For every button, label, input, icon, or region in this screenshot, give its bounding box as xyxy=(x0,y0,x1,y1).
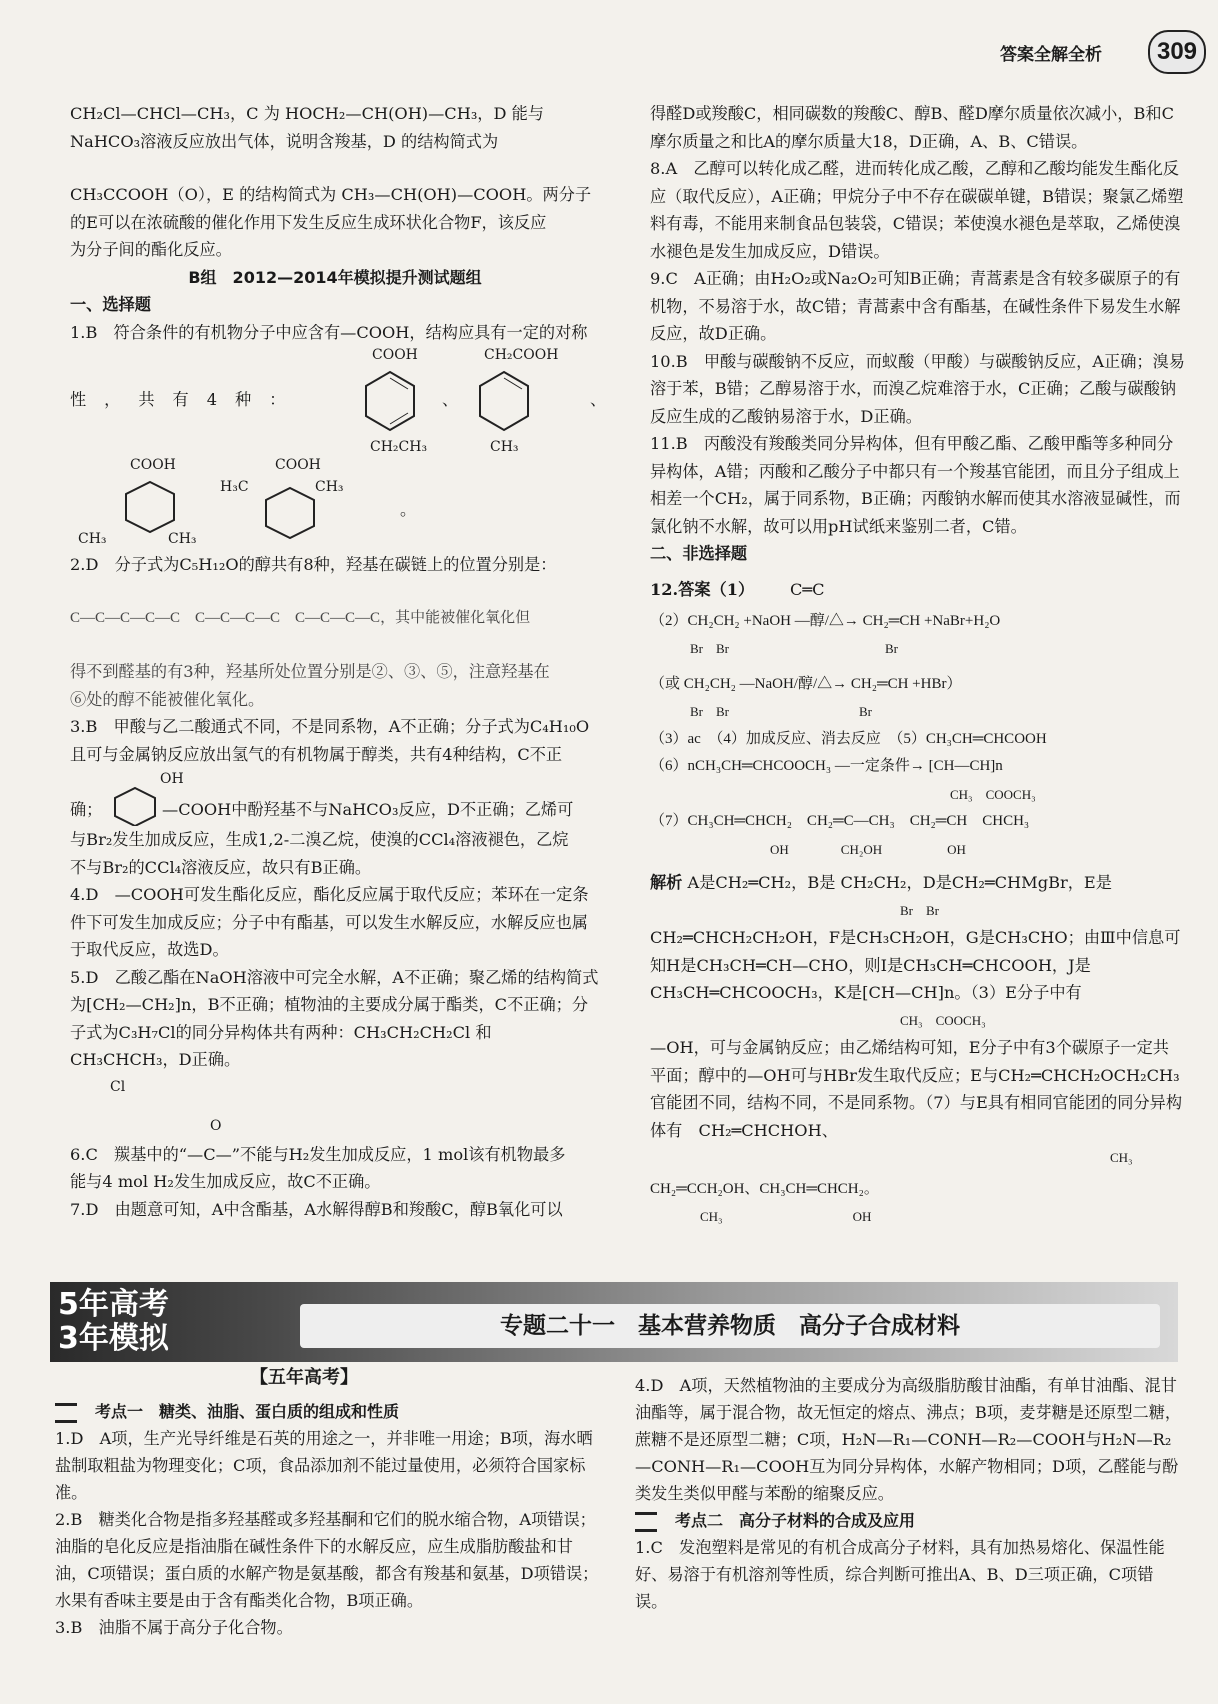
q2-text: ⑥处的醇不能被催化氧化。 xyxy=(70,689,265,709)
jiexi-text: CH₂═CHCH₂CH₂OH，F是CH₃CH₂OH，G是CH₃CHO；由Ⅲ中信息可知H是CH₃CH═CH—CHO，则I是CH₃CH═CHCOOH，J是CH₃CH═CHCOOCH₃，K是[CH—CH]n。（3）E分子中有 xyxy=(650,928,1181,1002)
struct-label: COOH xyxy=(275,457,321,473)
b-c1: 1.C 发泡塑料是常见的有机合成高分子材料，具有加热易熔化、保温性能好、易溶于有机溶剂等性质，综合判断可推出A、B、D三项正确，C项错误。 xyxy=(635,1538,1165,1611)
right-column xyxy=(650,100,1185,1231)
b-a1: 1.D A项，生产光导纤维是石英的用途之一，并非唯一用途；B项，海水晒盐制取粗盐为物理变化；C项，食品添加剂不能过量使用，必须符合国家标准。 xyxy=(55,1429,593,1502)
book-logo xyxy=(58,1288,169,1356)
q2-text: 得不到醛基的有3种，羟基所处位置分别是②、③、⑤，注意羟基在 xyxy=(70,662,550,681)
separator: 。 xyxy=(400,500,417,519)
struct-label: CH₃ xyxy=(78,531,107,547)
bottom-left-column xyxy=(55,1398,600,1641)
q3-text: 且可与金属钠反应放出氢气的有机物属于醇类，共有4种结构，C不正 xyxy=(70,744,563,764)
q6-text: 能与4 mol H₂发生加成反应，故C不正确。 xyxy=(70,1172,381,1191)
q3-text: 与Br₂发生加成反应，生成1,2-二溴乙烷，使溴的CCl₄溶液褪色，乙烷 xyxy=(70,830,569,849)
intro-line: NaHCO₃溶液反应放出气体，说明含羧基，D 的结构简式为 xyxy=(70,131,499,151)
intro-line: 的E可以在浓硫酸的催化作用下发生反应生成环状化合物F，该反应 xyxy=(70,212,547,232)
struct-label: CH₃ xyxy=(490,439,519,455)
struct-label: H₃C xyxy=(220,479,249,495)
q1-structures-row1 xyxy=(70,346,607,456)
q7-text: 7.D 由题意可知，A中含酯基，A水解得醇B和羧酸C，醇B氧化可以 xyxy=(70,1199,563,1219)
benzene-structure-3 xyxy=(70,456,220,551)
q1-text: 1.B 符合条件的有机物分子中应含有—COOH，结构应具有一定的对称 xyxy=(70,322,588,342)
kp2-heading xyxy=(635,1507,1183,1534)
jiexi-text: —OH，可与金属钠反应；由乙烯结构可知，E分子中有3个碳原子一定共平面；醇中的—OH可与HBr发生取代反应；E与CH₂═CHCH₂OCH₂CH₃官能团不同，结构不同，不是同系物。（7）与E具有相同官能团的同分异构体有 CH₂═CHCHOH、 xyxy=(650,1038,1183,1140)
q3-text: —COOH中酚羟基不与NaHCO₃反应，D不正确；乙烯可 xyxy=(162,800,574,819)
q4-text: 4.D —COOH可发生酯化反应，酯化反应属于取代反应；苯环在一定条件下可发生加成反应；分子中有酯基，可以发生水解反应，水解反应也属于取代反应，故选D。 xyxy=(70,885,589,959)
struct-label: CH₂COOH xyxy=(484,347,559,363)
intro-line: 为分子间的酯化反应。 xyxy=(70,240,232,259)
q3-structure-line xyxy=(70,768,600,826)
phenol-ring-icon xyxy=(110,786,160,826)
q9-text: 9.C A正确；由H₂O₂或Na₂O₂可知B正确；青蒿素是含有较多碳原子的有机物，不易溶于水，故C错；青蒿素中含有酯基，在碱性条件下易发生水解反应，故D正确。 xyxy=(650,269,1181,343)
struct-label: CH₃ xyxy=(168,531,197,547)
jiexi-text: CH₂═CCH₂OH、CH₃CH═CHCH₂。 xyxy=(650,1180,879,1197)
b-a4: 4.D A项，天然植物油的主要成分为高级脂肪酸甘油酯，有单甘油酯、混甘油酯等，属于混合物，故无恒定的熔点、沸点；B项，麦芽糖是还原型二糖，蔗糖不是还原型二糖；C项，H₂N—R₁—CONH—R₂—COOH与H₂N—R₂—CONH—R₁—COOH互为同分异构体，水解产物相同；D项，乙醛能与酚类发生类似甲醛与苯酚的缩聚反应。 xyxy=(635,1376,1182,1503)
benzene-structure-2 xyxy=(470,346,560,456)
q5-cl: Cl xyxy=(110,1078,126,1095)
jiexi-sub: CH₃ COOCH₃ xyxy=(900,1012,986,1028)
section-choice: 一、选择题 xyxy=(70,295,151,314)
struct-label: CH₃ xyxy=(315,479,344,495)
struct-label: COOH xyxy=(130,457,176,473)
q6-o: O xyxy=(210,1118,222,1134)
struct-label: COOH xyxy=(372,347,418,363)
page-number: 309 xyxy=(1148,30,1206,74)
left-column xyxy=(70,100,607,1223)
answer-text: 得醛D或羧酸C，相同碳数的羧酸C、醇B、醛D摩尔质量依次减小，B和C摩尔质量之和比A的摩尔质量大18，D正确，A、B、C错误。 xyxy=(650,104,1174,151)
topic-title: 专题二十一 基本营养物质 高分子合成材料 xyxy=(300,1304,1160,1348)
kp-icon xyxy=(635,1512,657,1532)
q12-part2: （2）CH₂CH₂ +NaOH —醇/△→ CH₂═CH +NaBr+H₂O xyxy=(650,612,1001,629)
q12-answer-label: 12.答案（1） xyxy=(650,579,755,599)
group-b-title: B组 2012—2014年模拟提升测试题组 xyxy=(188,267,482,287)
separator: 、 xyxy=(442,390,459,409)
q6-text: 6.C 羰基中的“—C—”不能与H₂发生加成反应，1 mol该有机物最多 xyxy=(70,1144,566,1164)
struct-label: CH₂CH₃ xyxy=(370,439,428,455)
benzene-ring-icon xyxy=(474,368,534,438)
kp2-text: 考点二 高分子材料的合成及应用 xyxy=(675,1511,916,1530)
benzene-structure-1 xyxy=(350,346,430,456)
jiexi-text: A是CH₂═CH₂，B是 CH₂CH₂，D是CH₂═CHMgBr，E是 xyxy=(687,873,1112,892)
q1-label: 性，共有4种： xyxy=(70,390,304,409)
logo-bottom: 3年模拟 xyxy=(58,1321,169,1356)
q12-part6-sub: CH₃ COOCH₃ xyxy=(950,786,1036,802)
q12-part6: （6）nCH₃CH═CHCOOCH₃ —一定条件→ [CH—CH]n xyxy=(650,758,1003,774)
five-year-title: 【五年高考】 xyxy=(250,1367,358,1388)
q5-text: 5.D 乙酸乙酯在NaOH溶液中可完全水解，A不正确；聚乙烯的结构简式为[CH₂—CH₂]n，B不正确；植物油的主要成分属于酯类，C不正确；分子式为C₃H₇Cl的同分异构体共有两种：CH₃CH₂CH₂Cl 和 xyxy=(70,967,599,1042)
jiexi-sub: CH₃ OH xyxy=(700,1209,872,1224)
q3-text: 确； xyxy=(70,800,103,819)
benzene-ring-icon xyxy=(260,484,320,544)
jiexi-sub: CH₃ xyxy=(1110,1150,1133,1165)
topic-banner xyxy=(50,1282,1178,1362)
q1-structures-row2 xyxy=(70,456,600,551)
q2-chains: C—C—C—C—C C—C—C—C C—C—C—C，其中能被催化氧化但 xyxy=(70,609,531,626)
separator: 、 xyxy=(590,390,607,409)
kp1-text: 考点一 糖类、油脂、蛋白质的组成和性质 xyxy=(95,1402,400,1421)
q12-part7: （7）CH₃CH═CHCH₂ CH₂═C—CH₃ CH₂═CH CHCH₃ xyxy=(650,813,1030,829)
kp1-heading xyxy=(55,1398,600,1425)
q8-text: 8.A 乙醇可以转化成乙醛，进而转化成乙酸，乙醇和乙酸均能发生酯化反应（取代反应），A正确；甲烷分子中不存在碳碳单键，B错误；聚氯乙烯塑料有毒，不能用来制食品包装袋，C错误；苯使溴水褪色是萃取，乙烯使溴水褪色是发生加成反应，D错误。 xyxy=(650,159,1184,261)
q12-answer-line xyxy=(650,568,1185,608)
intro-line: CH₃CCOOH（O），E 的结构简式为 CH₃—CH(OH)—COOH。两分子 xyxy=(70,185,592,204)
header-label: 答案全解全析 xyxy=(1000,45,1102,65)
q12-part2-sub: Br Br Br xyxy=(690,641,899,656)
q12-part2-alt-sub: Br Br Br xyxy=(690,704,873,719)
jiexi-line xyxy=(650,869,1185,897)
q3-text: 不与Br₂的CCl₄溶液反应，故只有B正确。 xyxy=(70,857,372,877)
q5-text: CH₃CHCH₃，D正确。 xyxy=(70,1050,241,1069)
bottom-right-column xyxy=(635,1372,1183,1615)
q12-part2-alt: （或 CH₂CH₂ —NaOH/醇/△→ CH₂═CH +HBr） xyxy=(650,675,962,692)
q11-text: 11.B 丙酸没有羧酸类同分异构体，但有甲酸乙酯、乙酸甲酯等多种同分异构体，A错；丙酸和乙酸分子中都只有一个羧基官能团，而且分子组成上相差一个CH₂，属于同系物，B正确；丙酸钠水解而使其水溶液显碱性，而氯化钠不水解，故可以用pH试纸来鉴别二者，C错。 xyxy=(650,434,1181,536)
benzene-structure-4 xyxy=(220,456,380,551)
jiexi-sub: Br Br xyxy=(900,902,940,918)
q12-part3: （3）ac （4）加成反应、消去反应 （5）CH₃CH═CHCOOH xyxy=(650,730,1047,747)
q3-text: 3.B 甲酸与乙二酸通式不同，不是同系物，A不正确；分子式为C₄H₁₀O xyxy=(70,717,590,736)
b-a2: 2.B 糖类化合物是指多羟基醛或多羟基酮和它们的脱水缩合物，A项错误；油脂的皂化反应是指油脂在碱性条件下的水解反应，应生成脂肪酸盐和甘油，C项错误；蛋白质的水解产物是氨基酸，都含有羧基和氨基，D项错误；水果有香味主要是由于含有酯类化合物，B项正确。 xyxy=(55,1510,599,1610)
jiexi-label: 解析 xyxy=(650,873,683,892)
q12-part7-sub: OH CH₂OH OH xyxy=(770,841,966,857)
logo-top: 5年高考 xyxy=(58,1287,169,1322)
q10-text: 10.B 甲酸与碳酸钠不反应，而蚁酸（甲酸）与碳酸钠反应，A正确；溴易溶于苯，B错；乙醇易溶于水，而溴乙烷难溶于水，C正确；乙酸与碳酸钠反应生成的乙酸钠易溶于水，D正确。 xyxy=(650,351,1185,426)
q12-cc: C═C xyxy=(790,579,825,599)
intro-line: CH₂Cl—CHCl—CH₃，C 为 HOCH₂—CH(OH)—CH₃，D 能与 xyxy=(70,104,544,123)
kp-icon xyxy=(55,1403,77,1423)
benzene-ring-icon xyxy=(360,368,420,438)
b-a3: 3.B 油脂不属于高分子化合物。 xyxy=(55,1618,293,1637)
q2-text: 2.D 分子式为C₅H₁₂O的醇共有8种，羟基在碳链上的位置分别是： xyxy=(70,555,557,574)
section-nonchoice: 二、非选择题 xyxy=(650,544,748,563)
q3-oh: OH xyxy=(160,771,184,787)
